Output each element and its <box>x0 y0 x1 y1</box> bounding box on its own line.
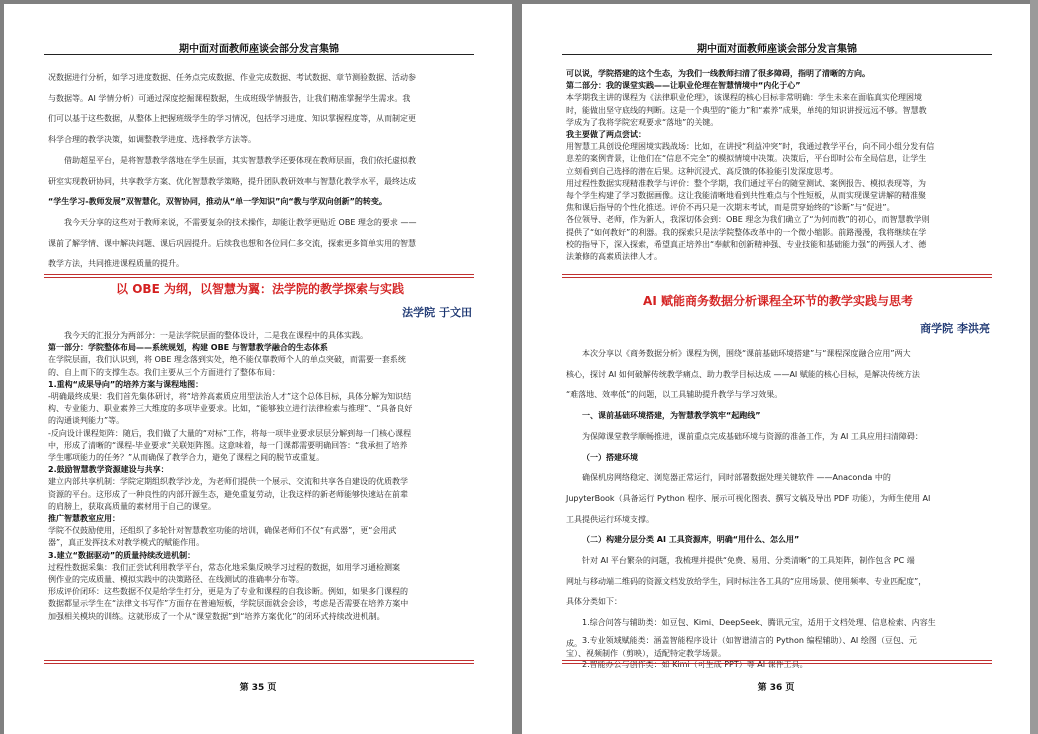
text-line: 构、专业能力、职业素养三大维度的多项毕业要求。比如，“能够独立进行法律检索与推理”、“具备良好 <box>48 404 413 414</box>
page-35 <box>4 4 512 734</box>
text-line: “难落地、效率低”的问题，以工具辅助提升教学与学习效果。 <box>566 390 783 400</box>
text-line: 为保障课堂教学顺畅推进，课前重点完成基础环境与资源的准备工作，为 AI 工具应用扫清障碍： <box>582 431 923 441</box>
text-line: 针对 AI 平台繁杂的问题，我梳理并提供“免费、易用、分类清晰”的工具矩阵，制作包含 PC 端 <box>582 556 915 566</box>
text-line: 况数据进行分析，如学习进度数据、任务点完成数据、作业完成数据、考试数据、章节测验数据、活动参 <box>48 73 416 82</box>
text-line: 工具提供运行环境支撑。 <box>566 514 654 524</box>
text-line: 2.鼓励智慧教学资源建设与共享： <box>48 465 169 475</box>
text-line: 核心，探讨 AI 如何破解传统教学痛点、助力教学目标达成 ——AI 赋能的核心目标，是解决传统方法 <box>566 369 920 379</box>
text-line: 法兼修的高素质法律人才。 <box>566 252 662 262</box>
text-line: 用过程性数据实现精准教学与评价：整个学期，我们通过平台的随堂测试、案例报告、模拟表现等，为 <box>566 178 926 188</box>
text-line: 确保机房网络稳定、浏览器正常运行，同时部署数据处理关键软件 ——Anaconda 中的 <box>582 473 891 483</box>
page-header: 期中面对面教师座谈会部分发言集锦 <box>179 44 339 55</box>
text-line: 2.智能办公与创作类：如 Kimi（可生成 PPT）等 AI 课件工具。 <box>582 659 808 669</box>
footer-rule <box>562 663 992 664</box>
text-line: 在学院层面，我们认识到，将 OBE 理念落到实处，绝不能仅靠教师个人的单点突破，而需要一套系统 <box>48 355 406 365</box>
section-divider <box>562 277 992 278</box>
text-line: 学成为了我将学院宏观要求“落地”的关键。 <box>566 117 719 127</box>
section-divider <box>44 277 474 278</box>
text-line: 建立内部共享机制：学院定期组织教学沙龙，为老师们提供一个展示、交流和共享各自建设的优质教学 <box>48 477 408 487</box>
article-title: 以 OBE 为纲，以智慧为翼：法学院的教学探索与实践 <box>116 282 404 296</box>
text-line: 3.建立“数据驱动”的质量持续改进机制： <box>48 550 196 560</box>
text-line: 成。 <box>566 638 582 648</box>
page-header: 期中面对面教师座谈会部分发言集锦 <box>697 44 857 55</box>
text-line: 借助超星平台，是将智慧教学落地在学生层面，其实智慧教学还要体现在教师层面，我们依托虚拟教 <box>64 155 416 165</box>
text-line: 推广智慧教室应用： <box>48 514 120 524</box>
article-body <box>48 330 472 623</box>
text-line: 器”，真正发挥技术对教学模式的赋能作用。 <box>48 538 205 548</box>
page-number: 第 36 页 <box>757 683 795 693</box>
text-line: 校的指导下，深入探索，希望真正培养出“奉献和创新精神强、专业技能和基础能力强”的两强人才、德 <box>566 239 927 249</box>
text-line: 们可以基于这些数据，从整体上把握班级学生的学习情况，包括学习进度、知识掌握程度等，从而制定更 <box>48 114 416 124</box>
text-line: 宝）、视频制作（剪映），适配特定教学场景。 <box>566 649 726 658</box>
text-line: JupyterBook（具备运行 Python 程序、展示可视化图表、撰写文稿及导出 PDF 功能），为师生使用 AI <box>566 493 931 503</box>
article-author: 商学院 李洪亮 <box>920 322 990 335</box>
text-line: 的肩膀上，获取高质量的素材用于自己的课堂。 <box>48 501 216 511</box>
article-body-tail <box>566 634 990 660</box>
footer-rule <box>562 660 992 661</box>
text-line: （一）搭建环境 <box>582 452 638 462</box>
text-line: 1.综合问答与辅助类：如豆包、Kimi、DeepSeek、腾讯元宝，适用于文档处理、信息检索、内容生 <box>582 618 936 628</box>
text-line: 我今天的汇报分为两部分：一是法学院层面的整体设计，二是我在课程中的具体实践。 <box>64 331 368 340</box>
footer-rule <box>44 660 474 661</box>
text-line: 焦和课后指导的个性化推送。评价不再只是一次期末考试，而是贯穿始终的“诊断”与“促进”。 <box>566 203 895 213</box>
text-line: 学院不仅鼓励使用，还组织了多轮针对智慧教室功能的培训，确保老师们不仅“有武器”，更“会用武 <box>48 526 397 536</box>
text-line: （二）构建分层分类 AI 工具资源库，明确“用什么、怎么用” <box>582 535 800 545</box>
text-line: 研室实现教研协同，共享教学方案、优化智慧教学策略，提升团队教研效率与智慧化教学水平，最终达成 <box>48 176 416 186</box>
header-rule <box>44 54 474 55</box>
text-line: 的沟通谈判能力”等。 <box>48 416 125 426</box>
article-title: AI 赋能商务数据分析课程全环节的教学实践与思考 <box>643 294 913 308</box>
text-line: 本学期我主讲的课程为《法律职业伦理》，该课程的核心目标非常明确：学生未来在面临真实伦理困境 <box>566 93 922 103</box>
article-continued <box>566 68 990 263</box>
text-line: 提供了“如何教好”的利器。我的探索只是法学院整体改革中的一个微小缩影。前路漫漫，我将继续在学 <box>566 227 927 237</box>
text-line: “学生学习-教师发展”双智慧化，双智协同，推动从“单一学知识”向“教与学双向创新”的转变。 <box>48 197 387 207</box>
page-36 <box>522 4 1030 734</box>
article-header <box>48 281 472 320</box>
text-line: 例作业的完成质量、模拟实践中的决策路径、在线测试的准确率分布等。 <box>48 575 304 585</box>
text-line: 每个学生构建了学习数据画像。这让我能清晰地看到共性难点与个性短板，从而实现课堂讲解的精准聚 <box>566 191 926 201</box>
text-line: 1.重构“成果导向”的培养方案与课程地图： <box>48 379 204 389</box>
article-body <box>566 344 990 675</box>
header-rule <box>562 54 992 55</box>
page-number: 第 35 页 <box>239 683 277 693</box>
text-line: 时，能做出坚守底线的判断。这是一个典型的“能力”和“素养”成果，单纯的知识讲授远远不够。智慧教 <box>566 105 927 115</box>
article-author: 法学院 于文田 <box>402 306 472 319</box>
text-line: 各位领导、老师，作为新人，我深切体会到：OBE 理念为我们确立了“为何而教”的初心，而智慧教学则 <box>566 215 930 225</box>
text-line: 科学合理的教学决策，如调整教学进度、选择教学方法等。 <box>48 135 256 145</box>
text-line: 用智慧工具创设伦理困境实践战场：比如，在讲授“利益冲突”时，我通过教学平台，向不同小组分发有信 <box>566 142 935 152</box>
text-line: 中，形成了清晰的“课程-毕业要求”关联矩阵图。这意味着，每一门课都需要明确回答：“我承担了培养 <box>48 440 408 450</box>
text-line: 与数据等。AI 学情分析）可通过深度挖掘课程数据，生成班级学情报告，让我们精准掌握学生需求。我 <box>48 93 411 103</box>
text-line: 网址与移动端二维码的资源文档发放给学生，同时标注各工具的“应用场景、使用频率、专业匹配度”， <box>566 576 927 586</box>
text-line: 我今天分享的这些对于教师来说，不需要复杂的技术操作，却能让教学更贴近 OBE 理念的要求 —— <box>64 217 417 227</box>
text-line: 3.专业领域赋能类：涵盖智能程序设计（如智谱清言的 Python 编程辅助）、AI 绘图（豆包、元 <box>582 636 917 645</box>
text-line: 具体分类如下： <box>566 597 622 607</box>
text-line: 学生哪项能力的任务？”从而确保了教学合力，避免了课程之间的脱节或重复。 <box>48 453 325 463</box>
text-line: 可以说，学院搭建的这个生态，为我们一线教师扫清了很多障碍，指明了清晰的方向。 <box>566 69 870 78</box>
text-line: 一、课前基础环境搭建，为智慧教学筑牢“起跑线” <box>582 411 761 421</box>
text-line: 息差的案例背景，让他们在“信息不完全”的模拟情境中决策。决策后，平台即时公布全局信息，让学生 <box>566 154 927 164</box>
text-line: -反向设计课程矩阵：随后，我们做了大量的“对标”工作，将每一项毕业要求层层分解到每一门核心课程 <box>48 428 412 438</box>
text-line: 数据都显示学生在“法律文书写作”方面存在普遍短板，学院层面就会会诊，考虑是否需要在培养方案中 <box>48 599 409 609</box>
footer-rule <box>44 663 474 664</box>
text-line: 课前了解学情、课中解决问题、课后巩固提升。后续我也想和各位同仁多交流，探索更多简单实用的智慧 <box>48 238 416 248</box>
text-line: 立刻看到自己选择的潜在后果。这种沉浸式、高反馈的体验能引发深度思考。 <box>566 166 838 176</box>
text-line: 本次分享以《商务数据分析》课程为例，围绕“课前基础环境搭建”与“课程深度融合应用”两大 <box>582 349 911 358</box>
article-header <box>566 293 990 336</box>
vertical-scrollbar[interactable] <box>1030 0 1038 734</box>
text-line: 教学方法，共同推进课程质量的提升。 <box>48 259 184 269</box>
section-divider <box>44 274 474 275</box>
text-line: 形成评价闭环：这些数据不仅是给学生打分，更是为了专业和课程的自我诊断。例如，如果多门课程的 <box>48 587 408 597</box>
text-line: -明确最终成果：我们首先集体研讨，将“培养高素质应用型法治人才”这个总体目标，具体分解为知识结 <box>48 392 412 402</box>
text-line: 资源的平台。这形成了一种良性的内部开源生态，避免重复劳动，让我这样的新老师能够快速站在前辈 <box>48 489 408 499</box>
intro-section <box>48 68 472 275</box>
text-line: 第二部分：我的课堂实践——让职业伦理在智慧情境中“内化于心” <box>566 81 801 91</box>
text-line: 我主要做了两点尝试： <box>566 130 646 140</box>
text-line: 的、自上而下的支撑生态。我们主要从三个方面进行了整体布局： <box>48 367 280 377</box>
text-line: 加强相关模块的训练。这就形成了一个从“课堂数据”到“培养方案优化”的闭环式持续改进机制。 <box>48 611 385 621</box>
text-line: 过程性数据采集：我们正尝试利用教学平台，常态化地采集反映学习过程的数据，如用学习通检测案 <box>48 562 400 572</box>
section-divider <box>562 274 992 275</box>
text-line: 第一部分：学院整体布局——系统规划，构建 OBE 与智慧教学融合的生态体系 <box>48 343 328 353</box>
